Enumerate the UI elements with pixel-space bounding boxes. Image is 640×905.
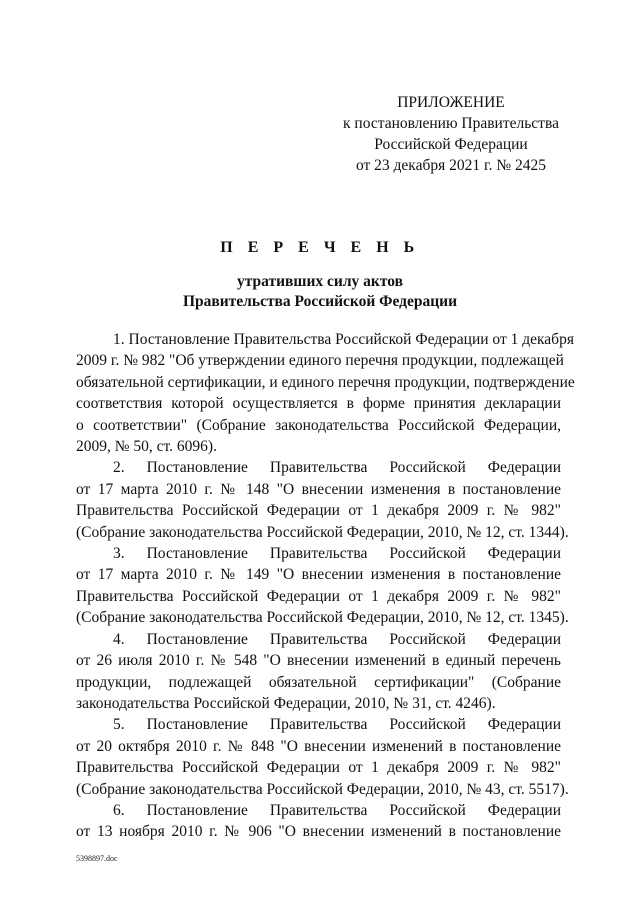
list-item-line: обязательной сертификации, и единого перечня продукции, подтверждение bbox=[76, 373, 575, 391]
list-item-line: 6. Постановление Правительства Российской Федерации bbox=[113, 801, 561, 819]
file-name-footer: 5398897.doc bbox=[76, 854, 118, 863]
list-item bbox=[76, 800, 561, 843]
list-item-line: Правительства Российской Федерации от 1 декабря 2009 г. № 982" bbox=[76, 759, 561, 777]
document-subtitle bbox=[0, 272, 640, 312]
list-item-line: (Собрание законодательства Российской Федерации, 2010, № 12, ст. 1345). bbox=[76, 609, 569, 627]
list-item-line: законодательства Российской Федерации, 2010, № 31, ст. 4246). bbox=[76, 694, 496, 712]
appendix-line-decree: к постановлению Правительства bbox=[343, 115, 559, 132]
list-item-line: 4. Постановление Правительства Российской Федерации bbox=[113, 630, 561, 648]
appendix-line-date-number: от 23 декабря 2021 г. № 2425 bbox=[355, 157, 547, 174]
list-item-line: 1. Постановление Правительства Российской Федерации от 1 декабря bbox=[113, 331, 574, 348]
appendix-label: ПРИЛОЖЕНИЕ bbox=[397, 94, 505, 111]
document-body bbox=[76, 329, 575, 843]
list-item bbox=[76, 543, 569, 629]
document-title: П Е Р Е Ч Е Н Ь bbox=[220, 239, 420, 256]
list-item-line: Правительства Российской Федерации от 1 декабря 2009 г. № 982" bbox=[76, 502, 561, 520]
list-item bbox=[76, 329, 575, 457]
list-item-line: 2. Постановление Правительства Российской Федерации bbox=[113, 459, 561, 477]
list-item bbox=[76, 629, 561, 715]
list-item bbox=[76, 457, 569, 543]
appendix-header bbox=[320, 92, 582, 176]
list-item-line: 5. Постановление Правительства Российской Федерации bbox=[113, 716, 561, 734]
list-item-line: от 26 июля 2010 г. № 548 "О внесении изменений в единый перечень bbox=[76, 652, 561, 670]
list-item bbox=[76, 714, 569, 800]
list-item-line: 2009, № 50, ст. 6096). bbox=[76, 438, 217, 456]
list-item-line: соответствия которой осуществляется в форме принятия декларации bbox=[76, 395, 561, 413]
list-item-line: (Собрание законодательства Российской Федерации, 2010, № 43, ст. 5517). bbox=[76, 780, 569, 798]
appendix-line-federation: Российской Федерации bbox=[374, 136, 528, 153]
list-item-line: о соответствии" (Собрание законодательства Российской Федерации, bbox=[76, 416, 561, 434]
subtitle-line-1: утративших силу актов bbox=[236, 273, 404, 290]
list-item-line: 2009 г. № 982 "Об утверждении единого перечня продукции, подлежащей bbox=[76, 352, 564, 370]
list-item-line: от 13 ноября 2010 г. № 906 "О внесении изменений в постановление bbox=[76, 823, 561, 841]
subtitle-line-2: Правительства Российской Федерации bbox=[182, 293, 458, 310]
list-item-line: 3. Постановление Правительства Российской Федерации bbox=[113, 545, 561, 563]
list-item-line: от 17 марта 2010 г. № 149 "О внесении изменения в постановление bbox=[76, 566, 561, 584]
list-item-line: от 20 октября 2010 г. № 848 "О внесении изменений в постановление bbox=[76, 737, 561, 755]
list-item-line: от 17 марта 2010 г. № 148 "О внесении изменения в постановление bbox=[76, 480, 561, 498]
list-item-line: (Собрание законодательства Российской Федерации, 2010, № 12, ст. 1344). bbox=[76, 523, 569, 541]
document-heading bbox=[0, 238, 640, 312]
list-item-line: Правительства Российской Федерации от 1 декабря 2009 г. № 982" bbox=[76, 587, 561, 605]
list-item-line: продукции, подлежащей обязательной сертификации" (Собрание bbox=[76, 673, 561, 691]
